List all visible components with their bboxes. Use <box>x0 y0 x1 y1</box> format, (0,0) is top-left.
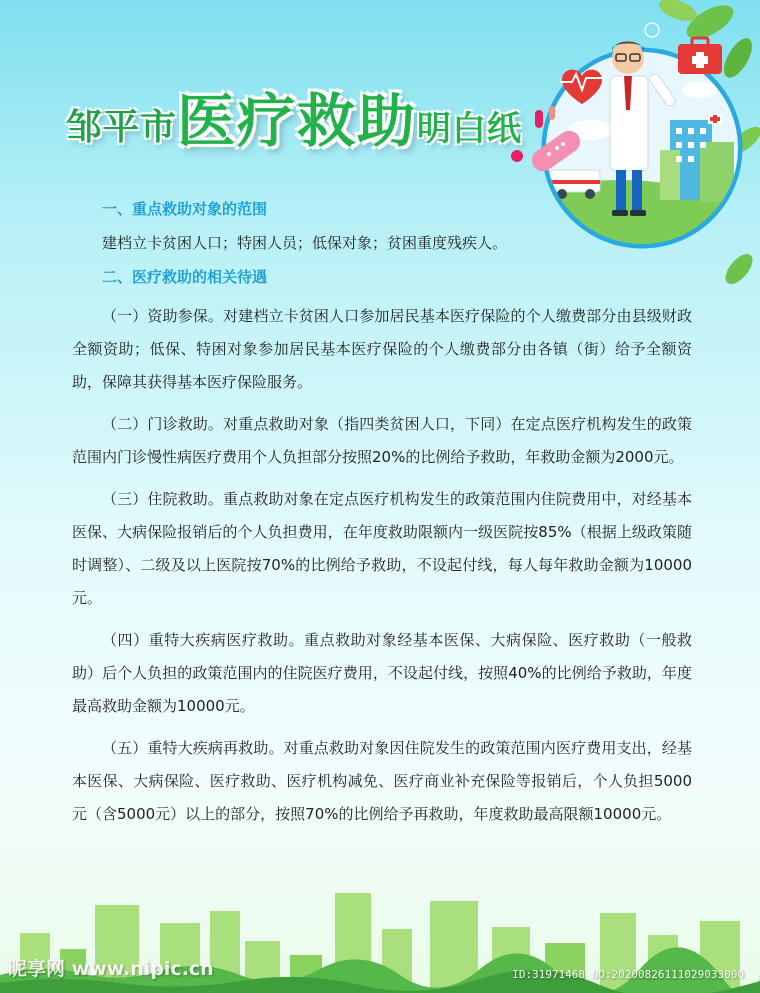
item-paragraph-1: （一）资助参保。对建档立卡贫困人口参加居民基本医疗保险的个人缴费部分由县级财政全额资助；低保、特困对象参加居民基本医疗保险的个人缴费部分由各镇（街）给予全额资助，保障其获得基本医疗保险服务。 <box>72 307 692 391</box>
section-heading-2: 二、医疗救助的相关待遇 <box>102 268 268 286</box>
watermark-site: 昵享网 www.nipic.cn <box>8 958 214 980</box>
title-suffix: 明白纸 <box>417 109 523 149</box>
scope-text: 建档立卡贫困人口；特困人员；低保对象；贫困重度残疾人。 <box>102 234 508 252</box>
item-paragraph-3: （三）住院救助。重点救助对象在定点医疗机构发生的政策范围内住院费用中，对经基本医保、大病保险报销后的个人负担费用，在年度救助限额内一级医院按85%（根据上级政策随时调整）、二级及以上医院按70%的比例给予救助，不设起付线，每人每年救助金额为10000元。 <box>72 490 692 607</box>
section-heading-1: 一、重点救助对象的范围 <box>102 200 268 218</box>
item-paragraph-5: （五）重特大疾病再救助。对重点救助对象因住院发生的政策范围内医疗费用支出，经基本医保、大病保险、医疗救助、医疗机构减免、医疗商业补充保险等报销后，个人负担5000元（含5000元）以上的部分，按照70%的比例给予再救助，年度救助最高限额10000元。 <box>72 739 692 823</box>
title-city: 邹平市 <box>66 107 178 148</box>
item-paragraph-4: （四）重特大疾病医疗救助。重点救助对象经基本医保、大病保险、医疗救助（一般救助）后个人负担的政策范围内的住院医疗费用，不设起付线，按照40%的比例给予救助，年度最高救助金额为10000元。 <box>72 631 692 715</box>
poster-title <box>66 87 523 155</box>
title-main: 医疗救助 <box>177 87 418 155</box>
watermark-id: ID:31971468 NO:20200826111029033000 <box>512 968 744 981</box>
item-paragraph-2: （二）门诊救助。对重点救助对象（指四类贫困人口，下同）在定点医疗机构发生的政策范围内门诊慢性病医疗费用个人负担部分按照20%的比例给予救助，年救助金额为2000元。 <box>72 415 692 466</box>
content-body <box>72 198 692 840</box>
